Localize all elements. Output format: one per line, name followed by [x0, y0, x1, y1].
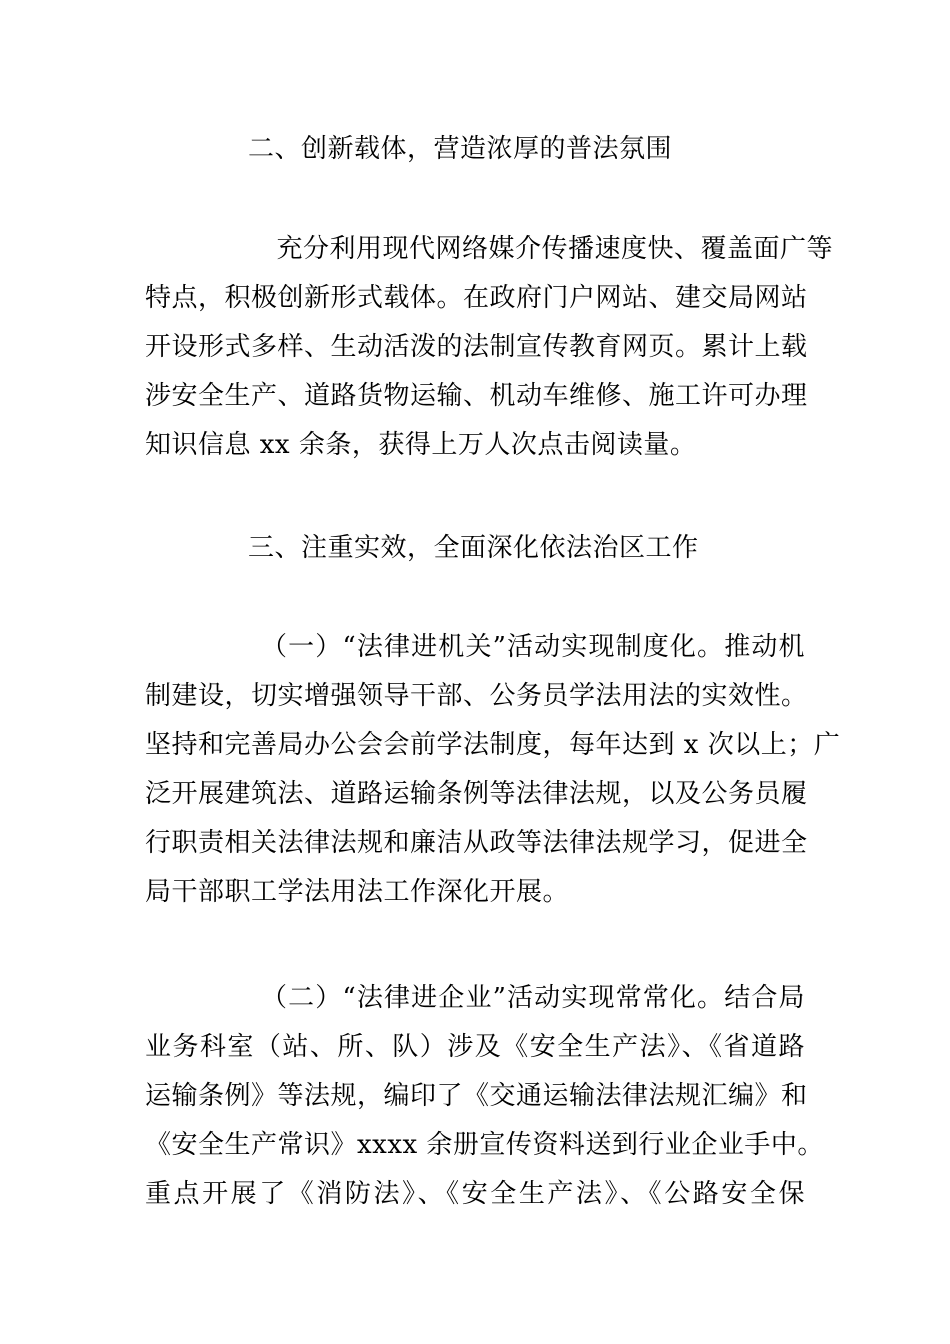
paragraph-media-line1	[250, 225, 834, 274]
paragraph-line: 涉安全生产、道路货物运输、机动车维修、施工许可办理	[145, 381, 808, 411]
paragraph-media	[145, 274, 808, 470]
paragraph-line: 业务科室（站、所、队）涉及《安全生产法》、《省道路	[145, 1032, 805, 1062]
paragraph-line: 行职责相关法律法规和廉洁从政等法律法规学习，促进全	[145, 828, 808, 858]
paragraph-line: 知识信息 xx 余条，获得上万人次点击阅读量。	[145, 430, 697, 460]
section-heading-2: 二、创新载体，营造浓厚的普法氛围	[248, 134, 673, 164]
paragraph-line: 充分利用现代网络媒介传播速度快、覆盖面广等	[250, 234, 834, 264]
paragraph-line: 制建设，切实增强领导干部、公务员学法用法的实效性。	[145, 681, 808, 711]
paragraph-line: 运输条例》等法规，编印了《交通运输法律法规汇编》和	[145, 1081, 808, 1111]
paragraph-line: 开设形式多样、生动活泼的法制宣传教育网页。累计上载	[145, 332, 808, 362]
paragraph-organs-line1	[261, 623, 805, 672]
paragraph-line: 《安全生产常识》xxxx 余册宣传资料送到行业企业手中。	[145, 1130, 824, 1160]
paragraph-line: 泛开展建筑法、道路运输条例等法律法规，以及公务员履	[145, 779, 808, 809]
paragraph-enterprise-line1	[261, 974, 805, 1023]
paragraph-line: 重点开展了《消防法》、《安全生产法》、《公路安全保	[145, 1179, 805, 1209]
paragraph-line: 特点，积极创新形式载体。在政府门户网站、建交局网站	[145, 283, 808, 313]
paragraph-enterprise	[145, 1023, 824, 1219]
paragraph-line: （二）“法律进企业”活动实现常常化。结合局	[261, 983, 805, 1013]
paragraph-organs	[145, 672, 841, 917]
paragraph-line: 局干部职工学法用法工作深化开展。	[145, 877, 570, 907]
section-heading-3: 三、注重实效，全面深化依法治区工作	[248, 533, 699, 563]
paragraph-line: （一）“法律进机关”活动实现制度化。推动机	[261, 632, 805, 662]
paragraph-line: 坚持和完善局办公会会前学法制度，每年达到 x 次以上；广	[145, 730, 841, 760]
